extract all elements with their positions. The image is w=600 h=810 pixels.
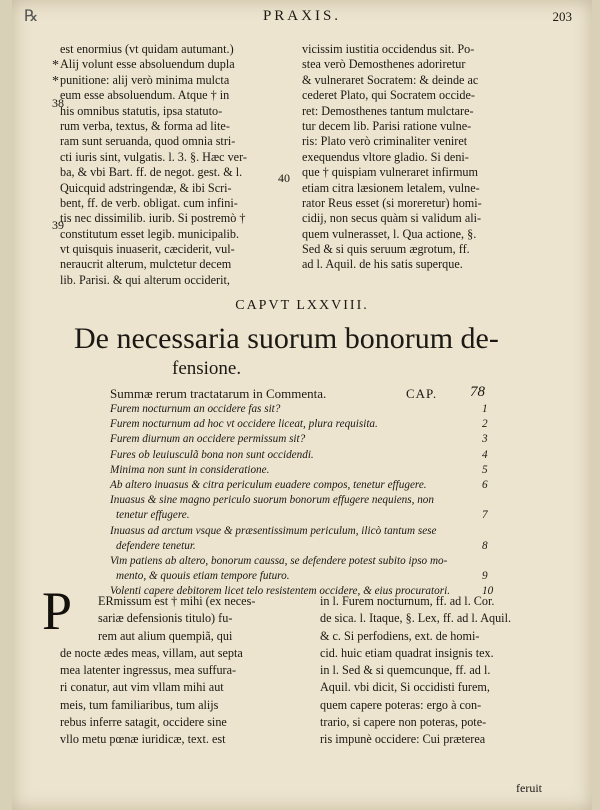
text-line: sariæ defensionis titulo) fu-	[98, 611, 233, 626]
text-line: de sica. l. Itaque, §. Lex, ff. ad l. Aquil.	[320, 611, 512, 626]
text-line: cid. huic etiam quadrat insignis tex.	[320, 645, 494, 660]
margin-number-39: 39	[52, 218, 64, 232]
summary-text: tenetur effugere.	[116, 509, 190, 522]
text-line: eum esse absoluendum. Atque † in	[60, 88, 230, 103]
text-line: bent, ff. de verb. obligat. cum infini-	[60, 195, 238, 210]
text-line: ERmissum est † mihi (ex neces-	[98, 594, 256, 608]
page-header	[24, 6, 572, 30]
text-line: meis, tum familiaribus, tum alijs	[60, 697, 219, 712]
text-line: & c. Si perfodiens, ext. de homi-	[320, 628, 480, 643]
summary-text: Vim patiens ab altero, bonorum caussa, se defendere potest subito ipso mo-	[110, 554, 448, 567]
summary-number: 8	[482, 539, 488, 552]
summary-item	[110, 402, 510, 417]
text-line: rebus inferre satagit, occidere sine	[60, 715, 227, 730]
summary-text: Furem nocturnum an occidere fas sit?	[110, 403, 281, 415]
text-line: his omnibus statutis, ipsa statuto-	[60, 103, 223, 118]
summary-number: 4	[482, 448, 488, 461]
text-line: tis nec dissimilib. iurib. Si postremò †	[60, 211, 246, 226]
text-line: ri conatur, aut vim vllam mihi aut	[60, 680, 224, 695]
summary-item	[110, 524, 510, 539]
summary-item	[110, 554, 510, 569]
text-line: quem capere poteras: ergo à con-	[320, 697, 482, 712]
margin-star: *	[52, 74, 59, 89]
text-line: ris: Plato verò criminaliter veniret	[302, 134, 468, 149]
text-line: trario, si capere non poteras, pote-	[320, 715, 487, 730]
text-line: est enormius (vt quidam autumant.)	[60, 42, 234, 56]
summary-item	[110, 417, 510, 432]
summary-item	[110, 539, 510, 554]
summary-text: Furem diurnum an occidere permissum sit?	[110, 433, 306, 446]
top-left-column	[60, 42, 247, 288]
summary-item	[110, 448, 510, 463]
text-line: etiam citra læsionem letalem, vulne-	[302, 180, 480, 195]
text-line: Quicquid adstringendæ, & ibi Scri-	[60, 180, 232, 195]
text-line: stea verò Demosthenes adoriretur	[302, 57, 466, 72]
summary-text: defendere tenetur.	[116, 539, 196, 552]
chapter-title-continued: fensione.	[172, 358, 242, 379]
top-right-column	[302, 42, 482, 273]
page-number: 203	[552, 9, 572, 24]
body-left-column	[60, 593, 255, 749]
text-line: Sed & si quis seruum ægrotum, ff.	[302, 242, 470, 257]
summary-text: Minima non sunt in consideratione.	[110, 463, 270, 476]
summary-item	[110, 478, 510, 493]
text-line: constitutum esset legib. municipalib.	[60, 226, 240, 241]
text-line: lib. Parisi. & qui alterum occiderit,	[60, 272, 230, 287]
summary-number: 9	[482, 570, 488, 583]
text-line: rem aut alium quempiã, qui	[98, 628, 233, 643]
summary-cap-number: 78	[470, 384, 485, 400]
chapter-heading: CAPVT LXXVIII.	[235, 298, 369, 313]
text-line: rator Reus esset (si moreretur) homi-	[302, 195, 482, 210]
text-line: exequendus vltore gladio. Si deni-	[302, 149, 469, 164]
text-line: ret: Demosthenes tantum mulctare-	[302, 103, 474, 118]
text-line: ram sunt seruanda, quod omnia stri-	[60, 134, 236, 149]
summary-item	[110, 569, 510, 584]
text-line: rum verba, textus, & forma ad lite-	[60, 118, 230, 133]
text-line: in l. Furem nocturnum, ff. ad l. Cor.	[320, 594, 495, 608]
summary-list	[110, 402, 510, 599]
book-page	[12, 0, 592, 810]
catchword: feruit	[516, 781, 542, 795]
text-line: que † quispiam vulneraret infirmum	[302, 165, 478, 180]
text-line: ad l. Aquil. de his satis superque.	[302, 257, 463, 272]
summary-text: Furem nocturnum ad hoc vt occidere liceat, plura requisita.	[110, 418, 378, 431]
chapter-title: De necessaria suorum bonorum de-	[74, 322, 499, 355]
text-line: neraucrit alterum, mulctetur decem	[60, 257, 232, 272]
text-line: vicissim iustitia occidendus sit. Po-	[302, 42, 475, 56]
text-line: punitione: alij verò minima mulcta	[60, 72, 230, 87]
summary-number: 1	[482, 403, 488, 415]
body-right-column	[320, 593, 511, 749]
text-line: mea latenter ingressus, mea suffura-	[60, 663, 237, 678]
running-head: PRAXIS.	[262, 8, 342, 24]
text-line: tur decem lib. Parisi ratione vulne-	[302, 118, 472, 133]
text-line: Aquil. vbi dicit, Si occidisti furem,	[320, 680, 490, 695]
summary-item	[110, 432, 510, 447]
text-line: Alij volunt esse absoluendum dupla	[60, 57, 235, 72]
margin-star: *	[52, 58, 59, 73]
summary-text: mento, & quouis etiam tempore futuro.	[116, 570, 290, 583]
summary-text: Inuasus & sine magno periculo suorum bonorum effugere nequiens, non	[110, 494, 434, 507]
text-line: de nocte ædes meas, villam, aut septa	[60, 645, 243, 660]
text-line: vllo metu pœnæ iuridicæ, text. est	[60, 732, 226, 747]
corner-mark: ℞	[24, 8, 39, 25]
text-line: ba, & vbi Bart. ff. de negot. gest. & l.	[60, 165, 243, 180]
summary-number: 6	[482, 478, 488, 491]
summary-number: 3	[482, 433, 488, 446]
summary-cap-label: CAP.	[406, 386, 438, 401]
text-line: in l. Sed & si quemcunque, ff. ad l.	[320, 663, 491, 678]
summary-text: Fures ob leuiusculã bona non sunt occidendi.	[110, 448, 314, 461]
summary-heading: Summæ rerum tractatarum in Commenta.	[110, 386, 327, 401]
drop-cap-initial: P	[42, 581, 73, 641]
text-line: ris impunè occidere: Cui præterea	[320, 732, 486, 747]
summary-number: 7	[482, 509, 488, 522]
text-line: cti iuris sint, vulgatis. l. 3. §. Hæc ver-	[60, 149, 247, 164]
margin-number-40: 40	[278, 171, 290, 185]
summary-item	[110, 508, 510, 523]
margin-number-38: 38	[52, 96, 64, 110]
summary-number: 10	[482, 585, 494, 598]
summary-text: Volenti capere debitorem licet telo resistentem occidere, & eius procuratori.	[110, 585, 450, 598]
summary-item	[110, 493, 510, 508]
text-line: cederet Plato, qui Socratem occide-	[302, 88, 475, 103]
summary-number: 2	[482, 418, 488, 431]
text-line: vt quisquis inuaserit, cæciderit, vul-	[60, 242, 235, 257]
summary-number: 5	[482, 463, 488, 476]
summary-text: Ab altero inuasus & citra periculum euadere compos, tenetur effugere.	[110, 478, 427, 491]
text-line: quem vulnerasset, l. Qua actione, §.	[302, 226, 477, 241]
text-line: cidij, non secus quàm si validum ali-	[302, 211, 482, 226]
text-line: & vulneraret Socratem: & deinde ac	[302, 72, 479, 87]
summary-item	[110, 463, 510, 478]
summary-text: Inuasus ad arctum vsque & præsentissimum periculum, ilicò tantum sese	[110, 524, 437, 537]
